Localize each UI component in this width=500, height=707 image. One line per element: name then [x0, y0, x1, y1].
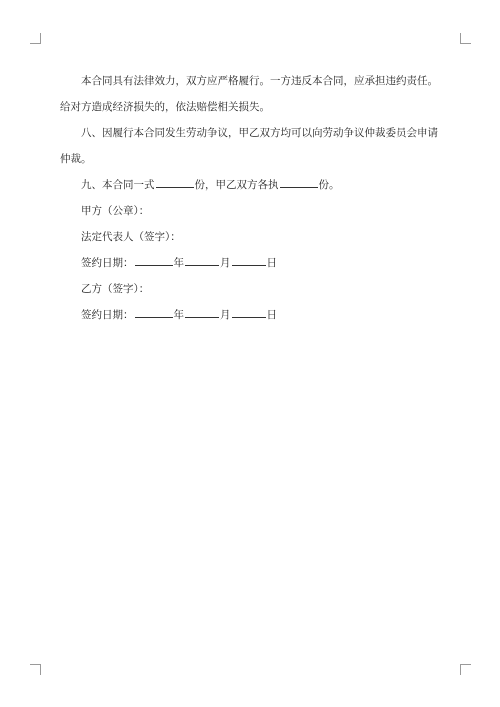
year-blank — [135, 253, 173, 266]
sign-date-label: 签约日期： — [81, 309, 134, 321]
paragraph-copies — [60, 172, 442, 198]
legal-rep-label: 法定代表人（签字）： — [81, 231, 181, 243]
month-label: 月 — [220, 257, 231, 269]
sign-date-line-1 — [60, 250, 442, 276]
copies-count-blank — [156, 175, 194, 188]
day-blank — [232, 253, 266, 266]
party-b-label: 乙方（签字）： — [81, 283, 150, 295]
month-blank — [185, 305, 219, 318]
copies-each-blank — [280, 175, 318, 188]
paragraph-dispute: 八、因履行本合同发生劳动争议，甲乙双方均可以向劳动争议仲裁委员会申请仲裁。 — [60, 127, 438, 165]
month-blank — [185, 253, 219, 266]
day-blank — [232, 305, 266, 318]
day-label: 日 — [266, 309, 277, 321]
crop-mark-top-left — [30, 33, 41, 44]
crop-mark-top-right — [460, 33, 471, 44]
sign-date-line-2 — [60, 302, 442, 328]
copies-text-3: 份。 — [318, 179, 340, 191]
month-label: 月 — [220, 309, 231, 321]
crop-mark-bottom-right — [460, 664, 471, 675]
year-label: 年 — [173, 309, 184, 321]
copies-text-1: 九、本合同一式 — [81, 179, 155, 191]
party-a-label: 甲方（公章）： — [81, 205, 150, 217]
crop-mark-bottom-left — [30, 664, 41, 675]
sign-date-label: 签约日期： — [81, 257, 134, 269]
copies-text-2: 份，甲乙双方各执 — [194, 179, 279, 191]
year-label: 年 — [173, 257, 184, 269]
paragraph-liability: 本合同具有法律效力，双方应严格履行。一方违反本合同，应承担违约责任。给对方造成经济损失的，依法赔偿相关损失。 — [60, 75, 438, 113]
day-label: 日 — [266, 257, 277, 269]
document-body — [60, 68, 442, 328]
year-blank — [135, 305, 173, 318]
